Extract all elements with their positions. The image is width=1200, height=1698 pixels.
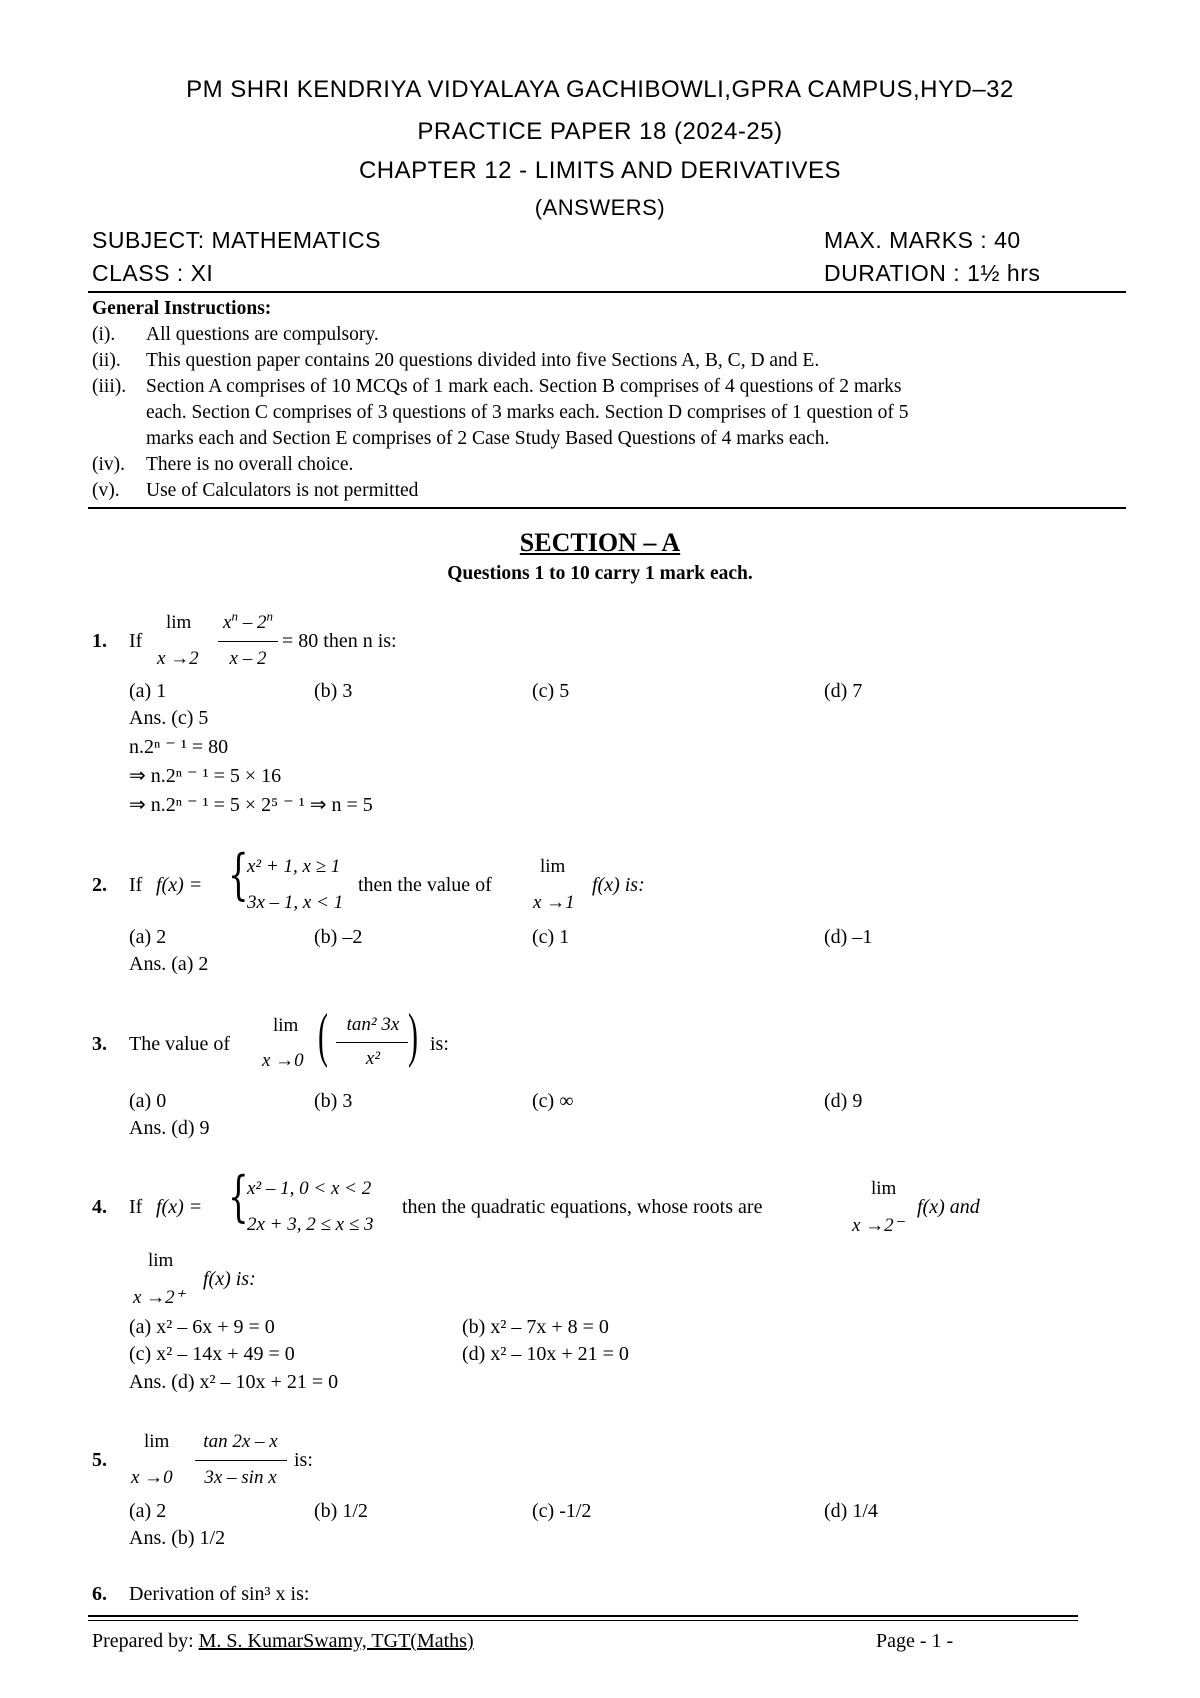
q5-answer: Ans. (b) 1/2 [129,1527,226,1549]
q3-paren-right: ) [408,1002,418,1068]
q1-step2: ⇒ n.2ⁿ ⁻ ¹ = 5 × 16 [129,765,282,787]
paper-title: PRACTICE PAPER 18 (2024-25) [417,118,783,145]
q4-number: 4. [92,1196,107,1218]
q3-option-b: (b) 3 [314,1090,353,1112]
q1-fraction-bar [218,641,278,642]
q1-option-b: (b) 3 [314,680,353,702]
q2-if: If [129,874,143,896]
q1-denominator: x – 2 [229,648,267,669]
q5-tail: is: [294,1449,313,1471]
q2-answer: Ans. (a) 2 [129,953,209,975]
q2-option-b: (b) –2 [314,926,363,948]
q2-lim-sub: x →1 [533,892,575,913]
q1-lim-sub: x →2 [157,648,199,669]
answers-label: (ANSWERS) [534,195,666,220]
q2-fx: f(x) = [156,874,203,896]
q2-lim: lim [540,856,566,877]
q4-fx: f(x) = [156,1196,203,1218]
q1-lim: lim [166,612,192,633]
section-subtitle: Questions 1 to 10 carry 1 mark each. [447,563,753,584]
instructions-rule [88,507,1126,509]
q4-mid: then the quadratic equations, whose roots are [402,1196,763,1218]
section-title: SECTION – A [519,528,681,557]
q2-tail: f(x) is: [592,874,645,896]
footer-rule-bottom [88,1620,1078,1621]
q5-option-b: (b) 1/2 [314,1500,368,1522]
q4-option-a: (a) x² – 6x + 9 = 0 [129,1316,275,1338]
q6-text: Derivation of sin³ x is: [129,1583,310,1605]
q5-denominator: 3x – sin x [204,1467,277,1488]
q2-mid: then the value of [358,874,492,896]
q4-case2: 2x + 3, 2 ≤ x ≤ 3 [247,1214,374,1235]
q3-answer: Ans. (d) 9 [129,1117,210,1139]
q3-denominator: x² [365,1048,381,1069]
q2-case2: 3x – 1, x < 1 [247,892,344,913]
max-marks: MAX. MARKS : 40 [824,227,1021,253]
q4-lim1-sub: x →2⁻ [852,1215,904,1236]
q1-step3: ⇒ n.2ⁿ ⁻ ¹ = 5 × 2⁵ ⁻ ¹ ⇒ n = 5 [129,794,373,816]
q4-tail1: f(x) and [917,1196,980,1218]
q1-if: If [129,630,143,652]
q4-tail2: f(x) is: [203,1268,256,1290]
instruction-2: (ii). This question paper contains 20 questions divided into five Sections A, B, C, D and E. [92,350,820,371]
q1-option-c: (c) 5 [532,680,570,702]
q5-option-a: (a) 2 [129,1500,167,1522]
instruction-3-line2: each. Section C comprises of 3 questions of 3 marks each. Section D comprises of 1 question of 5 [146,402,909,423]
q2-number: 2. [92,874,107,896]
instruction-4: (iv). There is no overall choice. [92,454,354,475]
instruction-3: (iii). Section A comprises of 10 MCQs of 1 mark each. Section B comprises of 4 questions of 2 marks [92,376,902,397]
q4-option-c: (c) x² – 14x + 49 = 0 [129,1343,295,1365]
instruction-3-line3: marks each and Section E comprises of 2 Case Study Based Questions of 4 marks each. [146,428,830,449]
q1-number: 1. [92,630,107,652]
q5-number: 5. [92,1449,107,1471]
q5-lim-sub: x →0 [131,1467,173,1488]
q4-lim2-sub: x →2⁺ [133,1287,185,1308]
q1-step1: n.2ⁿ ⁻ ¹ = 80 [129,736,229,758]
q2-case1: x² + 1, x ≥ 1 [247,856,341,877]
q3-numerator: tan² 3x [346,1014,400,1035]
q2-option-d: (d) –1 [824,926,873,948]
q3-text: The value of [129,1033,231,1055]
q5-lim: lim [144,1431,170,1452]
q5-option-d: (d) 1/4 [824,1500,878,1522]
class: CLASS : XI [92,260,214,286]
q1-answer: Ans. (c) 5 [129,707,209,729]
q4-option-d: (d) x² – 10x + 21 = 0 [462,1343,629,1365]
footer-rule-top [88,1615,1078,1617]
school-name: PM SHRI KENDRIYA VIDYALAYA GACHIBOWLI,GPRA CAMPUS,HYD–32 [186,76,1014,103]
q3-lim-sub: x →0 [262,1050,304,1071]
q2-brace: { [228,843,249,906]
q3-option-d: (d) 9 [824,1090,863,1112]
instruction-5: (v). Use of Calculators is not permitted [92,480,419,501]
q3-fraction-bar [336,1042,408,1043]
footer-prepared: Prepared by: M. S. KumarSwamy, TGT(Maths) [92,1630,474,1652]
q4-answer: Ans. (d) x² – 10x + 21 = 0 [129,1371,339,1393]
q4-if: If [129,1196,143,1218]
q4-option-b: (b) x² – 7x + 8 = 0 [462,1316,609,1338]
q1-numerator: $x^n - 2^n$ [223,608,273,633]
q1-option-d: (d) 7 [824,680,863,702]
q5-option-c: (c) -1/2 [532,1500,592,1522]
chapter-title: CHAPTER 12 - LIMITS AND DERIVATIVES [358,157,842,184]
footer-author: M. S. KumarSwamy, TGT(Maths) [198,1630,474,1652]
q1-option-a: (a) 1 [129,680,167,702]
instructions-title: General Instructions: [92,298,272,319]
q4-brace: { [228,1165,249,1228]
instruction-1: (i). All questions are compulsory. [92,324,379,345]
q4-lim1: lim [871,1178,897,1199]
footer-page: Page - 1 - [876,1630,954,1652]
q3-number: 3. [92,1033,107,1055]
header-rule [88,291,1126,293]
q2-option-a: (a) 2 [129,926,167,948]
q3-paren-left: ( [318,1002,328,1068]
q3-option-c: (c) ∞ [532,1090,574,1112]
q5-fraction-bar [195,1460,287,1461]
q3-tail: is: [430,1033,449,1055]
q3-lim: lim [273,1015,299,1036]
q4-lim2: lim [148,1250,174,1271]
q4-case1: x² – 1, 0 < x < 2 [247,1178,372,1199]
q2-option-c: (c) 1 [532,926,570,948]
duration: DURATION : 1½ hrs [824,260,1041,286]
subject: SUBJECT: MATHEMATICS [92,227,381,253]
q3-option-a: (a) 0 [129,1090,167,1112]
q6-number: 6. [92,1583,107,1605]
q1-rest: = 80 then n is: [282,630,397,652]
q5-numerator: tan 2x – x [203,1431,278,1452]
